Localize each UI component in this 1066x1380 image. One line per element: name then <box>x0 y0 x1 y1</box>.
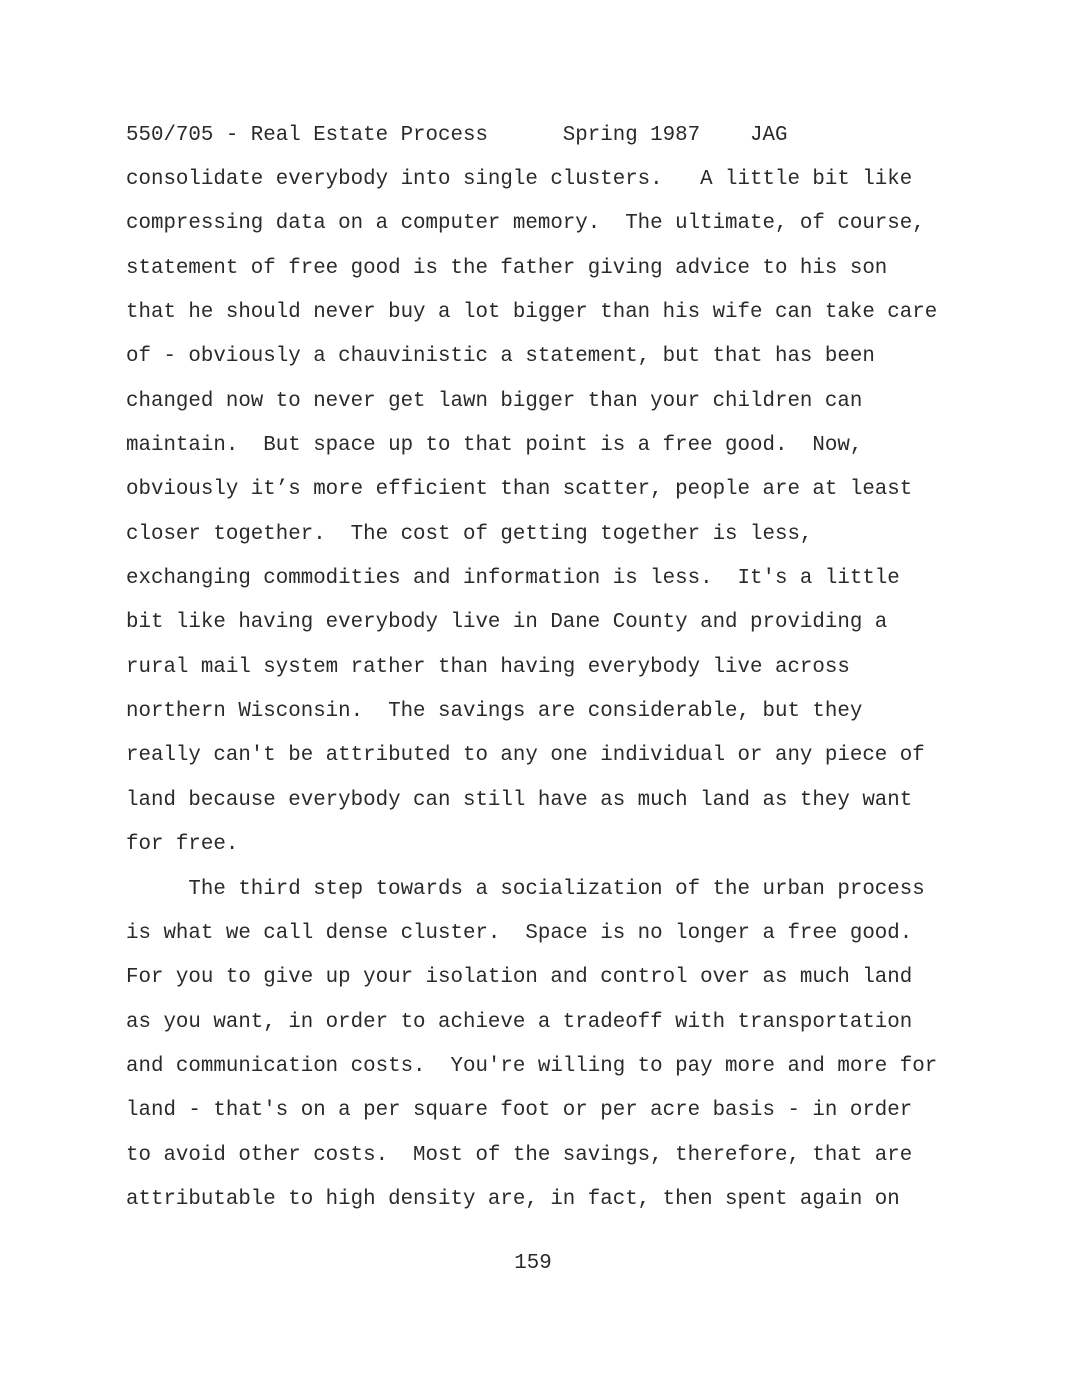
text-line: The third step towards a socialization of the urban process <box>126 877 925 901</box>
text-line: that he should never buy a lot bigger than his wife can take care <box>126 301 938 325</box>
text-line: as you want, in order to achieve a tradeoff with transportation <box>126 1010 913 1034</box>
text-line: attributable to high density are, in fact, then spent again on <box>126 1187 900 1211</box>
text-line: to avoid other costs. Most of the savings, therefore, that are <box>126 1143 913 1167</box>
text-line: maintain. But space up to that point is a free good. Now, <box>126 434 863 458</box>
page-number: 159 <box>514 1252 552 1275</box>
text-line: bit like having everybody live in Dane County and providing a <box>126 611 888 635</box>
text-line: obviously it’s more efficient than scatter, people are at least <box>126 478 913 502</box>
text-line: for free. <box>126 833 239 857</box>
text-line: really can't be attributed to any one individual or any piece of <box>126 744 925 768</box>
text-line: and communication costs. You're willing to pay more and more for <box>126 1054 938 1078</box>
text-line: changed now to never get lawn bigger than your children can <box>126 389 863 413</box>
text-line: northern Wisconsin. The savings are considerable, but they <box>126 700 863 724</box>
text-line: of - obviously a chauvinistic a statement, but that has been <box>126 345 875 369</box>
text-line: compressing data on a computer memory. The ultimate, of course, <box>126 212 925 236</box>
text-line: land - that's on a per square foot or per acre basis - in order <box>126 1099 913 1123</box>
text-line: land because everybody can still have as much land as they want <box>126 788 913 812</box>
body-text <box>126 166 956 1230</box>
text-line: consolidate everybody into single clusters. A little bit like <box>126 168 913 191</box>
text-line: exchanging commodities and information is less. It's a little <box>126 567 900 591</box>
text-line: For you to give up your isolation and control over as much land <box>126 966 913 990</box>
running-header: 550/705 - Real Estate Process Spring 1987 JAG <box>126 124 788 147</box>
text-line: statement of free good is the father giving advice to his son <box>126 256 888 280</box>
text-line: rural mail system rather than having everybody live across <box>126 655 850 679</box>
text-line: closer together. The cost of getting together is less, <box>126 522 813 546</box>
text-line: is what we call dense cluster. Space is no longer a free good. <box>126 921 913 945</box>
